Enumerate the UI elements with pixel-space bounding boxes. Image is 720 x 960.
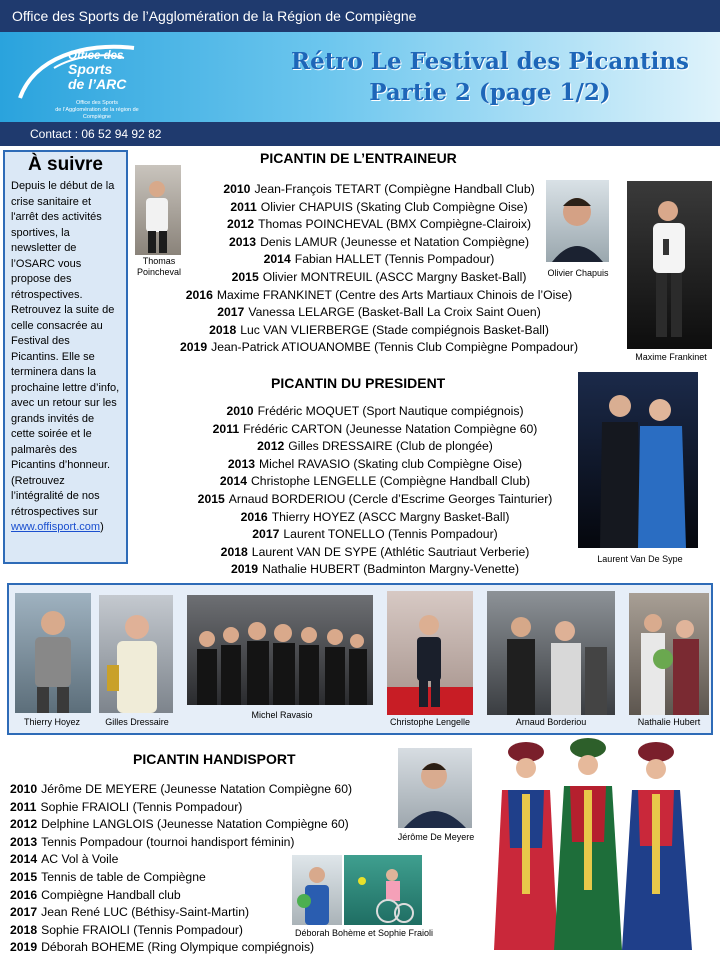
handisport-laureate: Delphine LANGLOIS (Jeunesse Natation Compiègne 60) [41,817,349,832]
contact-phone: Contact : 06 52 94 92 82 [30,127,162,141]
president-year: 2016 [240,509,268,524]
president-year: 2017 [252,527,280,542]
president-year: 2011 [212,421,240,436]
photo-christophe-lengelle [387,591,473,715]
entraineur-year: 2010 [223,182,251,196]
entraineur-year: 2011 [230,199,257,214]
president-row [140,473,610,491]
president-year: 2014 [219,474,247,489]
top-bar [0,0,720,32]
president-row [140,509,610,527]
a-suivre-heading: À suivre [28,154,103,175]
caption-line: Poincheval [136,267,182,277]
handisport-laureate: Compiègne Handball club [41,887,181,902]
title-line-1: Rétro Le Festival des Picantins [290,48,690,75]
president-laureate: Nathalie HUBERT (Badminton Margny-Venette) [262,562,520,577]
president-laureate: Thierry HOYEZ (ASCC Margny Basket-Ball) [271,509,510,524]
president-row [140,544,610,562]
entraineur-laureate: Maxime FRANKINET (Centre des Arts Martiaux Chinois de l’Oise) [216,287,573,302]
osarc-logo [14,38,164,120]
caption-thomas [134,256,184,278]
photo-thomas-poincheval [135,165,181,255]
caption-michel: Michel Ravasio [251,710,313,720]
offisport-link[interactable]: www.offisport.com [11,521,101,533]
president-row [140,456,610,474]
handisport-laureate: Déborah BOHEME (Ring Olympique compiégnois) [41,940,315,955]
caption-christophe: Christophe Lengelle [389,717,471,727]
photo-jerome-de-meyere [398,748,472,828]
president-year: 2018 [220,544,248,559]
logo-title-line: Sports [68,61,113,77]
handisport-laureate: Jean René LUC (Béthisy-Saint-Martin) [41,905,250,920]
handisport-row [10,799,390,817]
handisport-laureate: Tennis de table de Compiègne [41,869,206,884]
picantins-giants-illustration [488,738,714,953]
a-suivre-text [11,179,120,536]
handisport-laureate: Sophie FRAIOLI (Tennis Pompadour) [41,922,243,937]
logo-title [68,50,126,92]
caption-jerome: Jérôme De Meyere [397,832,475,842]
handisport-laureate: Jérôme DE MEYERE (Jeunesse Natation Compiègne 60) [41,782,353,796]
president-year: 2013 [227,456,256,471]
entraineur-year: 2012 [226,217,255,232]
logo-sub-line: Office des Sports [75,100,119,106]
president-laureate: Frédéric CARTON (Jeunesse Natation Compiègne 60) [243,421,538,436]
photo-sophie-fraioli [344,855,422,925]
logo-title-line: Office des [68,50,124,62]
photo-gilles-dressaire [99,595,173,713]
organisation-title: Office des Sports de l’Agglomération de la Région de Compiègne [12,8,417,24]
entraineur-laureate: Olivier MONTREUIL (ASCC Margny Basket-Ball) [262,269,527,284]
entraineur-year: 2015 [231,269,259,284]
photo-deborah-boheme [292,855,342,925]
handisport-year: 2018 [10,922,38,937]
entraineur-laureate: Jean-Patrick ATIOUANOMBE (Tennis Club Compiègne Pompadour) [211,340,579,355]
handisport-year: 2012 [10,817,38,832]
entraineur-laureate: Thomas POINCHEVAL (BMX Compiègne-Clairoix) [258,217,532,232]
entraineur-year: 2016 [185,287,213,302]
entraineur-laureate: Fabian HALLET (Tennis Pompadour) [294,252,495,267]
entraineur-year: 2019 [179,340,208,355]
title-line-2: Partie 2 (page 1/2) [369,79,611,106]
logo-subtitle [42,100,152,121]
handisport-heading: PICANTIN HANDISPORT [133,751,296,767]
handisport-year: 2013 [10,834,38,849]
photo-laurent-van-de-sype [578,372,698,548]
president-year: 2015 [197,491,225,506]
president-laureate: Laurent TONELLO (Tennis Pompadour) [283,527,498,542]
president-row [140,438,610,456]
handisport-year: 2017 [10,905,38,920]
entraineur-laureate: Olivier CHAPUIS (Skating Club Compiègne Oise) [260,199,528,214]
president-list [140,403,610,579]
handisport-row [10,834,390,852]
caption-arnaud: Arnaud Borderiou [515,717,587,727]
photo-maxime-frankinet [627,181,712,349]
president-laureate: Christophe LENGELLE (Compiègne Handball Club) [251,474,531,489]
entraineur-row [134,322,624,340]
caption-line: Thomas [142,256,176,266]
a-suivre-close: ) [100,521,104,533]
president-year: 2012 [257,439,285,454]
president-laureate: Gilles DRESSAIRE (Club de plongée) [288,439,493,454]
entraineur-laureate: Luc VAN VLIERBERGE (Stade compiégnois Basket-Ball) [240,322,549,337]
president-row [140,526,610,544]
photo-nathalie-hubert [629,593,709,715]
handisport-year: 2016 [10,887,38,902]
logo-sub-line: de l’Agglomération de la région de Compiègne [55,107,139,120]
handisport-row [10,816,390,834]
entraineur-year: 2018 [209,322,237,337]
photo-thierry-hoyez [15,593,91,713]
handisport-laureate: Sophie FRAIOLI (Tennis Pompadour) [40,799,243,814]
president-laureate: Frédéric MOQUET (Sport Nautique compiégnois) [257,404,524,418]
handisport-year: 2011 [10,799,37,814]
president-laureate: Arnaud BORDERIOU (Cercle d’Escrime Georges Tainturier) [228,491,553,506]
contact-bar [0,122,720,146]
caption-deborah-sophie: Déborah Bohème et Sophie Fraioli [294,928,434,938]
president-year: 2010 [226,404,254,418]
handisport-laureate: Tennis Pompadour (tournoi handisport féminin) [41,834,295,849]
entraineur-year: 2014 [263,252,291,267]
header-banner [0,32,720,122]
entraineur-row [134,287,624,305]
entraineur-heading: PICANTIN DE L’ENTRAINEUR [260,150,457,166]
photo-olivier-chapuis [546,180,609,262]
caption-laurent: Laurent Van De Sype [597,554,683,564]
president-row [140,421,610,439]
a-suivre-box [3,150,128,564]
president-row [140,403,610,421]
caption-gilles: Gilles Dressaire [105,717,169,727]
page-title [260,46,720,108]
entraineur-laureate: Vanessa LELARGE (Basket-Ball La Croix Saint Ouen) [248,305,541,320]
photo-michel-ravasio [187,595,373,705]
handisport-year: 2014 [10,852,38,867]
president-laureate: Laurent VAN DE SYPE (Athlétic Sautriaut Verberie) [251,544,530,559]
giants-figures-icon [488,738,714,953]
a-suivre-body: Depuis le début de la crise sanitaire et l'arrêt des activités sportives, la newsletter de l’OSARC vous propose des rétrospectives. Retrouvez la suite de celle consacrée au Festival des Picantins. Elle se terminera dans la prochaine lettre d’info, avec un retour sur les grands invités de cette soirée et le palmarès des Picantins d’honneur. (Retrouvez l’intégralité de nos rétrospectives sur [11,180,120,518]
logo-title-line: de l’ARC [68,76,127,92]
president-year: 2019 [230,562,259,577]
caption-maxime: Maxime Frankinet [635,352,707,362]
photo-strip [7,583,713,735]
handisport-year: 2019 [10,940,38,955]
caption-olivier: Olivier Chapuis [547,268,609,278]
photo-arnaud-borderiou [487,591,615,715]
entraineur-year: 2013 [228,234,257,249]
entraineur-row [134,339,624,357]
president-row [140,561,610,579]
entraineur-laureate: Jean-François TETART (Compiègne Handball Club) [254,182,535,196]
entraineur-year: 2017 [217,305,245,320]
caption-nathalie: Nathalie Hubert [637,717,701,727]
president-heading: PICANTIN DU PRESIDENT [271,375,446,391]
handisport-year: 2010 [10,782,38,796]
president-laureate: Michel RAVASIO (Skating club Compiègne Oise) [259,456,523,471]
president-row [140,491,610,509]
handisport-year: 2015 [10,869,38,884]
entraineur-row [134,304,624,322]
handisport-row [10,939,390,957]
caption-thierry: Thierry Hoyez [23,717,80,727]
handisport-row [10,781,390,799]
entraineur-laureate: Denis LAMUR (Jeunesse et Natation Compiègne) [260,234,530,249]
handisport-laureate: AC Vol à Voile [41,852,119,867]
